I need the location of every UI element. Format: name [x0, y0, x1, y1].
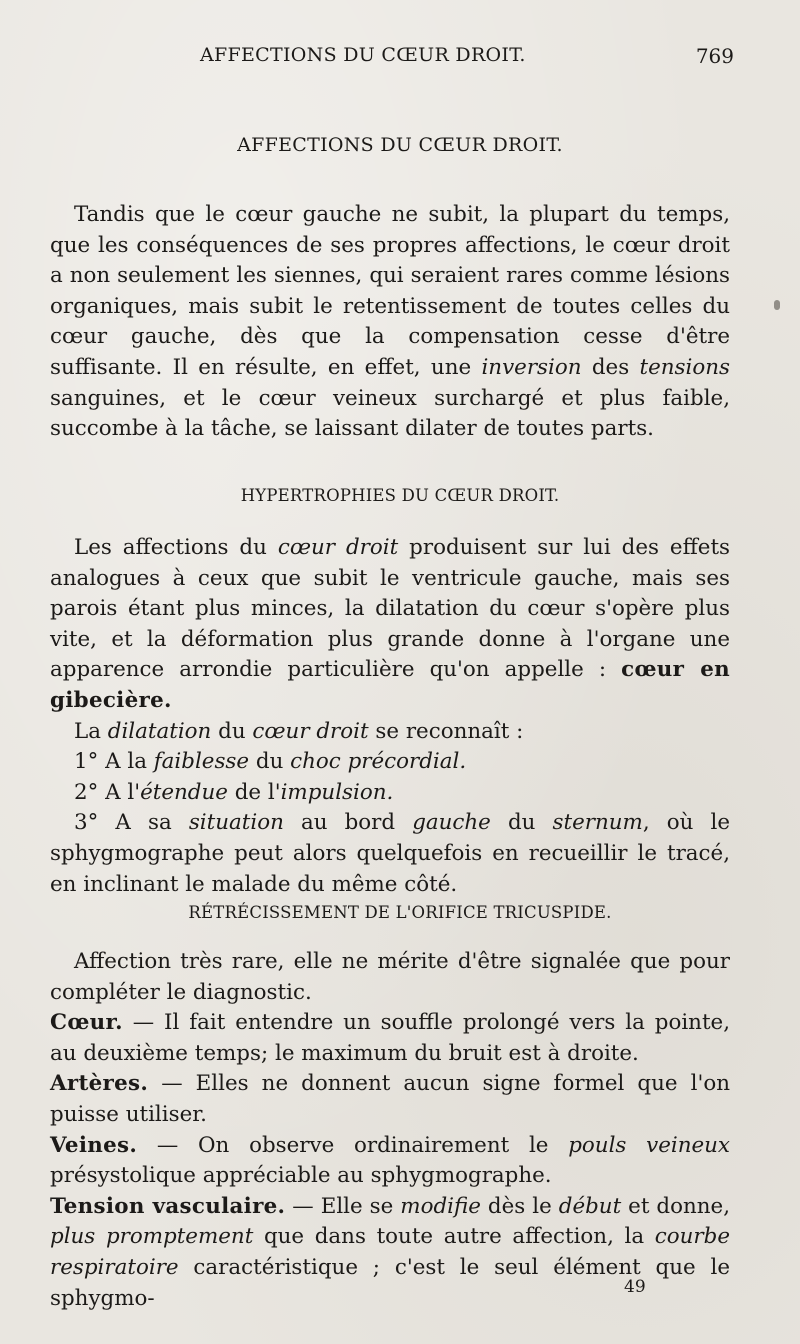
- retrecissement-section: [50, 947, 730, 1314]
- veines-label: Veines.: [50, 1132, 138, 1158]
- list-item: 3° A sa situation au bord gauche du sternum, où le sphygmographe peut alors quelquefois en recueillir le tracé, en inclinant le malade du même côté.: [50, 810, 730, 897]
- arteres-paragraph: Artères. — Elles ne donnent aucun signe formel que l'on puisse utiliser.: [50, 1071, 730, 1127]
- list-item: 1° A la faiblesse du choc précordial.: [74, 749, 467, 775]
- dilatation-intro: La dilatation du cœur droit se reconnaît :: [74, 718, 524, 744]
- running-head-title: AFFECTIONS DU CŒUR DROIT.: [200, 44, 526, 66]
- intro-paragraph: Tandis que le cœur gauche ne subit, la plupart du temps, que les conséquences de ses propres affections, le cœur droit a non seulement les siennes, qui seraient rares comme lésions organiques, mais subit le retentissement de toutes celles du cœur gauche, dès que la compensation cesse d'être suffisante. Il en résulte, en effet, une inversion des tensions sanguines, et le cœur veineux surchargé et plus faible, succombe à la tâche, se laissant dilater de toutes parts.: [50, 202, 730, 442]
- tension-label: Tension vasculaire.: [50, 1193, 286, 1219]
- ink-mark: [774, 300, 780, 310]
- running-head: [0, 44, 800, 74]
- section-title-retrecissement: RÉTRÉCISSEMENT DE L'ORIFICE TRICUSPIDE.: [188, 903, 612, 922]
- chapter-title: AFFECTIONS DU CŒUR DROIT.: [237, 134, 563, 156]
- page-number: 49: [624, 1277, 646, 1297]
- list-item: 2° A l'étendue de l'impulsion.: [74, 779, 394, 805]
- coeur-paragraph: Cœur. — Il fait entendre un souffle prolongé vers la pointe, au deuxième temps; le maximum du bruit est à droite.: [50, 1010, 730, 1066]
- veines-paragraph: Veines. — On observe ordinairement le pouls veineux présystolique appréciable au sphygmographe.: [50, 1132, 730, 1189]
- tension-paragraph: Tension vasculaire. — Elle se modifie dès le début et donne, plus promptement que dans toute autre affection, la courbe respiratoire caractéristique ; c'est le seul élément que le sphygmo-: [50, 1193, 731, 1311]
- hypertrophies-section: [50, 533, 730, 900]
- coeur-label: Cœur.: [50, 1010, 123, 1036]
- hypertrophies-paragraph: Les affections du cœur droit produisent sur lui des effets analogues à ceux que subit le ventricule gauche, mais ses parois étant plus minces, la dilatation du cœur s'opère plus vite, et la déformation plus grande donne à l'organe une apparence arrondie particulière qu'on appelle : cœur en gibecière.: [50, 535, 731, 713]
- section-title-hypertrophies: HYPERTROPHIES DU CŒUR DROIT.: [240, 486, 560, 505]
- folio-number: 769: [695, 44, 734, 68]
- arteres-label: Artères.: [50, 1071, 149, 1097]
- retrecissement-paragraph: Affection très rare, elle ne mérite d'être signalée que pour compléter le diagnostic.: [50, 949, 730, 1005]
- intro-section: [50, 200, 730, 445]
